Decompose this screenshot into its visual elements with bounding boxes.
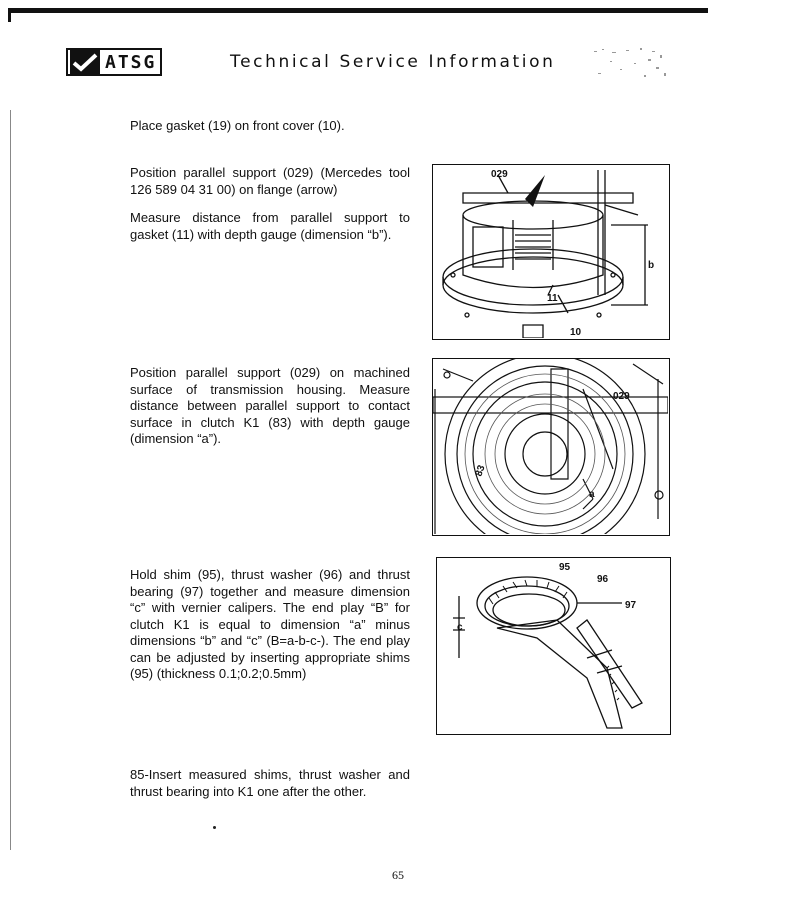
label-96: 96 bbox=[597, 574, 609, 585]
label-029: 029 bbox=[613, 391, 630, 402]
page-title: Technical Service Information bbox=[230, 52, 556, 72]
label-95: 95 bbox=[559, 562, 571, 573]
logo-checkmark-icon bbox=[70, 50, 100, 74]
instruction-measure-c: Hold shim (95), thrust washer (96) and thrust bearing (97) together and measure dimension “c” with vernier calipers. The end play “B” for clutch K1 is equal to dimension “a” minus dimensions “b” and “c” (B=a-b-c-). The end play can be adjusted by inserting appropriate shims (95) (thickness 0.1;0.2;0.5mm) bbox=[130, 567, 410, 681]
instruction-measure-a: Position parallel support (029) on machined surface of transmission housing. Measure distance between parallel support to contact surface in clutch K1 (83) with depth gauge (dimension “a”). bbox=[130, 365, 410, 446]
top-rule bbox=[8, 8, 708, 13]
scan-noise-stamp bbox=[590, 45, 672, 83]
instruction-measure-b: Measure distance from parallel support to gasket (11) with depth gauge (dimension “b”). bbox=[130, 210, 410, 242]
page-number: 65 bbox=[392, 868, 404, 882]
label-10: 10 bbox=[570, 327, 582, 338]
figure-front-cover-depth bbox=[432, 164, 670, 340]
front-cover-illustration bbox=[433, 165, 668, 338]
label-029: 029 bbox=[491, 169, 508, 180]
label-11: 11 bbox=[547, 293, 558, 304]
figure-housing-depth bbox=[432, 358, 670, 536]
binding-edge-line bbox=[10, 110, 11, 850]
label-97: 97 bbox=[625, 600, 637, 611]
caliper-illustration bbox=[437, 558, 669, 733]
instruction-place-gasket: Place gasket (19) on front cover (10). bbox=[130, 118, 345, 133]
label-a: a bbox=[589, 489, 595, 500]
logo-text: ATSG bbox=[105, 51, 157, 73]
instruction-position-support: Position parallel support (029) (Mercedes tool 126 589 04 31 00) on flange (arrow) bbox=[130, 165, 410, 197]
label-b: b bbox=[648, 260, 655, 271]
housing-illustration bbox=[433, 359, 668, 534]
label-c: c bbox=[457, 622, 463, 633]
figure-caliper-measure bbox=[436, 557, 671, 735]
label-83: 83 bbox=[473, 463, 488, 479]
scan-speck bbox=[213, 826, 216, 829]
instruction-insert-shims: 85-Insert measured shims, thrust washer and thrust bearing into K1 one after the other. bbox=[130, 767, 410, 799]
top-rule-cap bbox=[8, 8, 11, 22]
atsg-logo bbox=[66, 48, 162, 76]
